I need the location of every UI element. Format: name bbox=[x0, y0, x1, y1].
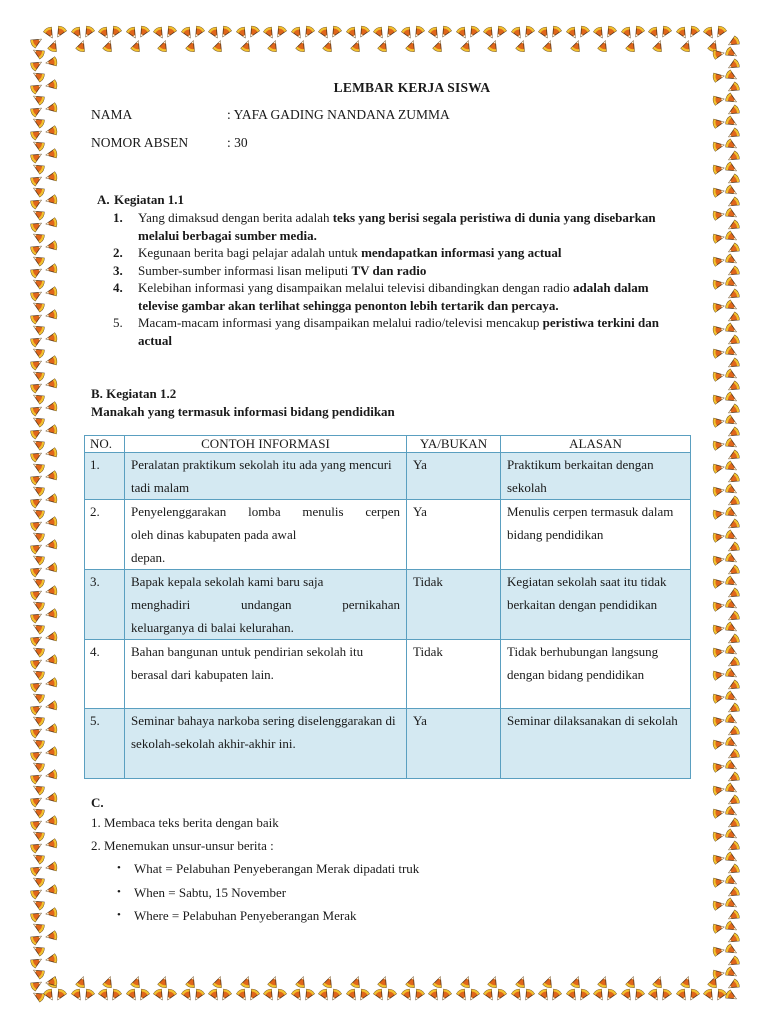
name-label: NAMA bbox=[91, 107, 133, 122]
section-b-heading bbox=[91, 385, 395, 421]
bullet-text: When = Sabtu, 15 November bbox=[134, 884, 287, 900]
section-c-line: 2. Menemukan unsur-unsur berita : bbox=[91, 838, 274, 853]
contoh-line: oleh dinas kabupaten pada awal bbox=[131, 527, 297, 542]
contoh-line: keluarganya di balai kelurahan. bbox=[131, 620, 294, 635]
item-text: Yang dimaksud dengan berita adalah bbox=[138, 210, 333, 225]
absen-value: : 30 bbox=[227, 135, 248, 150]
section-c-line: 1. Membaca teks berita dengan baik bbox=[91, 815, 279, 830]
cell-ya-bukan: Ya bbox=[407, 709, 501, 779]
cell-no: 1. bbox=[85, 453, 125, 500]
cell-alasan: Seminar dilaksanakan di sekolah bbox=[501, 709, 691, 779]
bullet-icon: • bbox=[117, 909, 121, 921]
item-number: 4. bbox=[113, 280, 123, 295]
title-text: LEMBAR KERJA SISWA bbox=[333, 80, 491, 95]
list-item bbox=[113, 244, 673, 262]
cell-contoh bbox=[125, 500, 407, 570]
table-row bbox=[85, 640, 691, 709]
col-header-ya-bukan: YA/BUKAN bbox=[407, 436, 501, 453]
table-row bbox=[85, 570, 691, 640]
cell-no: 3. bbox=[85, 570, 125, 640]
cell-alasan: Menulis cerpen termasuk dalam bidang pendidikan bbox=[501, 500, 691, 570]
cell-no: 5. bbox=[85, 709, 125, 779]
cell-no: 2. bbox=[85, 500, 125, 570]
list-item bbox=[113, 314, 673, 349]
bullet-icon: • bbox=[117, 885, 121, 898]
col-header-contoh: CONTOH INFORMASI bbox=[125, 436, 407, 453]
bullet-text: Where = Pelabuhan Penyeberangan Merak bbox=[134, 908, 357, 923]
cell-contoh: Seminar bahaya narkoba sering diselenggarakan di sekolah-sekolah akhir-akhir ini. bbox=[125, 709, 407, 779]
cell-contoh: Peralatan praktikum sekolah itu ada yang mencuri tadi malam bbox=[125, 453, 407, 500]
item-number: 1. bbox=[113, 210, 123, 225]
section-a-letter: A. bbox=[97, 192, 110, 207]
bullet-icon: • bbox=[117, 862, 121, 874]
section-c-heading: C. bbox=[91, 795, 104, 810]
list-item bbox=[91, 857, 419, 881]
cell-contoh: Bahan bangunan untuk pendirian sekolah itu berasal dari kabupaten lain. bbox=[125, 640, 407, 709]
list-item bbox=[113, 209, 673, 244]
unsur-berita-list bbox=[91, 857, 419, 928]
contoh-line: menghadiri undangan pernikahan bbox=[131, 597, 400, 612]
item-answer: peristiwa terkini dan actual bbox=[138, 315, 659, 348]
cell-contoh bbox=[125, 570, 407, 640]
list-item bbox=[113, 262, 673, 280]
contoh-line: Bapak kepala sekolah kami baru saja bbox=[131, 574, 324, 589]
list-item bbox=[91, 881, 419, 905]
item-number: 3. bbox=[113, 262, 123, 278]
section-a-heading bbox=[97, 192, 184, 208]
list-item bbox=[91, 904, 419, 928]
section-a-list bbox=[113, 209, 673, 349]
name-value: : YAFA GADING NANDANA ZUMMA bbox=[227, 107, 450, 122]
bullet-text: What = Pelabuhan Penyeberangan Merak dipadati truk bbox=[134, 861, 420, 876]
information-table bbox=[84, 435, 691, 779]
cell-ya-bukan: Tidak bbox=[407, 640, 501, 709]
item-text: Sumber-sumber informasi lisan meliputi bbox=[138, 262, 352, 278]
contoh-line: depan. bbox=[131, 550, 166, 565]
col-header-alasan: ALASAN bbox=[501, 436, 691, 453]
cell-no: 4. bbox=[85, 640, 125, 709]
cell-ya-bukan: Ya bbox=[407, 453, 501, 500]
table-row bbox=[85, 709, 691, 779]
item-text: Kegunaan berita bagi pelajar adalah untuk bbox=[138, 245, 362, 260]
item-answer: TV dan radio bbox=[351, 262, 427, 278]
item-text: Macam-macam informasi yang disampaikan melalui radio/televisi mencakup bbox=[138, 315, 543, 330]
cell-ya-bukan: Tidak bbox=[407, 570, 501, 640]
section-b-question: Manakah yang termasuk informasi bidang pendidikan bbox=[91, 404, 395, 419]
page-title bbox=[0, 80, 768, 96]
cell-alasan: Tidak berhubungan langsung dengan bidang pendidikan bbox=[501, 640, 691, 709]
item-answer: adalah dalam televise gambar akan terlihat sehingga penonton lebih tertarik dan percaya. bbox=[138, 280, 649, 313]
section-b-title: B. Kegiatan 1.2 bbox=[91, 386, 177, 401]
cell-ya-bukan: Ya bbox=[407, 500, 501, 570]
col-header-no: NO. bbox=[85, 436, 125, 453]
table-header-row bbox=[85, 436, 691, 453]
table-row bbox=[85, 453, 691, 500]
section-c bbox=[91, 795, 419, 928]
cell-alasan: Kegiatan sekolah saat itu tidak berkaitan dengan pendidikan bbox=[501, 570, 691, 640]
contoh-line: Penyelenggarakan lomba menulis cerpen bbox=[131, 504, 400, 519]
item-text: Kelebihan informasi yang disampaikan melalui televisi dibandingkan dengan radio bbox=[138, 280, 574, 295]
item-answer: mendapatkan informasi yang actual bbox=[361, 245, 562, 260]
section-a-title: Kegiatan 1.1 bbox=[114, 192, 185, 207]
item-number: 2. bbox=[113, 245, 123, 260]
absen-label: NOMOR ABSEN bbox=[91, 135, 189, 150]
table-row bbox=[85, 500, 691, 570]
list-item bbox=[113, 279, 673, 314]
cell-alasan: Praktikum berkaitan dengan sekolah bbox=[501, 453, 691, 500]
item-answer: teks yang berisi segala peristiwa di dunia yang disebarkan melalui berbagai sumber media. bbox=[138, 210, 656, 243]
item-number: 5. bbox=[113, 315, 123, 330]
